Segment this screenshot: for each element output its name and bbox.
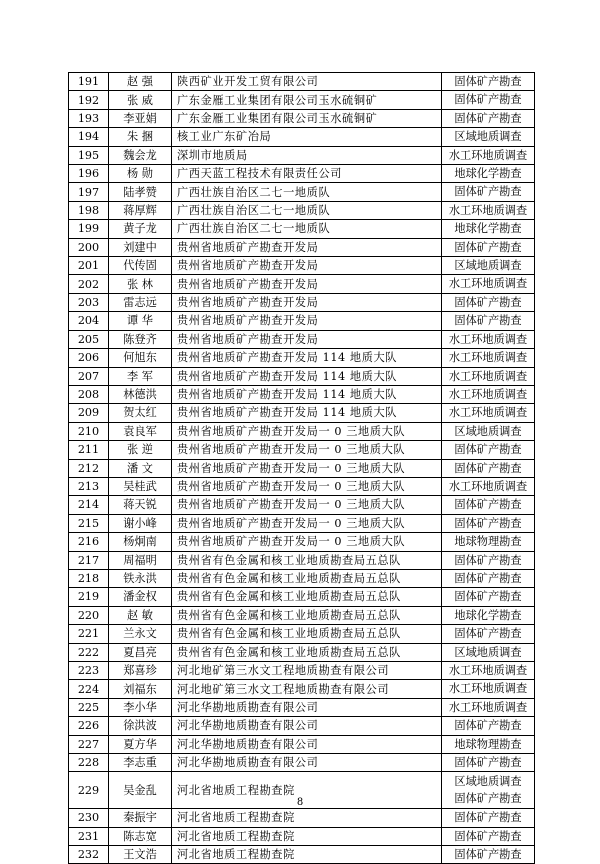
survey-type-cell <box>442 662 535 680</box>
person-name-cell: 张 威 <box>109 91 172 109</box>
table-row <box>69 698 535 716</box>
table-row <box>69 441 535 459</box>
table-row <box>69 606 535 624</box>
organization-cell: 贵州省地质矿产勘查开发局 114 地质大队 <box>172 385 442 403</box>
survey-type-cell <box>442 533 535 551</box>
person-name-cell: 袁良军 <box>109 422 172 440</box>
organization-cell: 贵州省地质矿产勘查开发局 <box>172 238 442 256</box>
table-row <box>69 625 535 643</box>
survey-type-text: 固体矿产勘查 <box>454 719 522 733</box>
person-name-cell: 杨炯南 <box>109 533 172 551</box>
table-row <box>69 146 535 164</box>
person-name-cell: 李小华 <box>109 698 172 716</box>
survey-type-cell <box>442 146 535 164</box>
organization-cell: 贵州省有色金属和核工业地质勘查局五总队 <box>172 588 442 606</box>
survey-type-cell <box>442 643 535 661</box>
survey-type-text: 区域地质调查 <box>454 130 522 144</box>
person-name-cell: 兰永文 <box>109 625 172 643</box>
table-row <box>69 91 535 109</box>
survey-type-cell <box>442 827 535 845</box>
table-row <box>69 73 535 91</box>
survey-type-cell <box>442 698 535 716</box>
survey-type-text: 固体矿产勘查 <box>454 314 522 328</box>
person-name-cell: 李亚娟 <box>109 109 172 127</box>
row-number-cell: 193 <box>69 109 109 127</box>
survey-type-cell <box>442 477 535 495</box>
row-number-cell: 198 <box>69 201 109 219</box>
survey-type-text: 固体矿产勘查 <box>454 553 522 567</box>
survey-type-cell <box>442 367 535 385</box>
survey-type-text: 水工环地质调查 <box>448 351 528 365</box>
row-number-cell: 195 <box>69 146 109 164</box>
table-row <box>69 846 535 864</box>
organization-cell: 河北华勘地质勘查有限公司 <box>172 698 442 716</box>
survey-type-cell <box>442 91 535 109</box>
survey-type-text: 区域地质调查 <box>454 645 522 659</box>
organization-cell: 河北省地质工程勘查院 <box>172 809 442 827</box>
organization-cell: 河北省地质工程勘查院 <box>172 846 442 864</box>
organization-cell: 贵州省地质矿产勘查开发局 114 地质大队 <box>172 349 442 367</box>
table-row <box>69 680 535 698</box>
person-name-cell: 王文浩 <box>109 846 172 864</box>
row-number-cell: 231 <box>69 827 109 845</box>
organization-cell: 贵州省地质矿产勘查开发局一 0 三地质大队 <box>172 422 442 440</box>
survey-type-text: 区域地质调查 <box>454 774 522 788</box>
person-name-cell: 李志重 <box>109 754 172 772</box>
row-number-cell: 192 <box>69 91 109 109</box>
row-number-cell: 203 <box>69 293 109 311</box>
table-row <box>69 717 535 735</box>
organization-cell: 贵州省有色金属和核工业地质勘查局五总队 <box>172 551 442 569</box>
person-name-cell: 朱 捆 <box>109 128 172 146</box>
survey-type-cell <box>442 238 535 256</box>
survey-type-text: 固体矿产勘查 <box>454 295 522 309</box>
row-number-cell: 202 <box>69 275 109 293</box>
survey-type-text: 固体矿产勘查 <box>454 571 522 585</box>
organization-cell: 核工业广东矿冶局 <box>172 128 442 146</box>
survey-type-text: 地球化学勘查 <box>454 167 522 181</box>
person-name-cell: 潘 文 <box>109 459 172 477</box>
table-row <box>69 367 535 385</box>
table-row <box>69 827 535 845</box>
survey-type-cell <box>442 441 535 459</box>
person-name-cell: 林德洪 <box>109 385 172 403</box>
organization-cell: 广西壮族自治区二七一地质队 <box>172 201 442 219</box>
row-number-cell: 226 <box>69 717 109 735</box>
row-number-cell: 208 <box>69 385 109 403</box>
survey-type-cell <box>442 551 535 569</box>
row-number-cell: 223 <box>69 662 109 680</box>
person-name-cell: 吴桂武 <box>109 477 172 495</box>
row-number-cell: 204 <box>69 312 109 330</box>
survey-type-cell <box>442 257 535 275</box>
row-number-cell: 225 <box>69 698 109 716</box>
table-row <box>69 588 535 606</box>
organization-cell: 贵州省地质矿产勘查开发局 <box>172 257 442 275</box>
survey-type-text: 固体矿产勘查 <box>454 443 522 457</box>
person-name-cell: 刘福东 <box>109 680 172 698</box>
survey-type-cell <box>442 275 535 293</box>
survey-type-text: 固体矿产勘查 <box>454 185 522 199</box>
table-row <box>69 220 535 238</box>
organization-cell: 贵州省地质矿产勘查开发局 114 地质大队 <box>172 404 442 422</box>
survey-type-text: 水工环地质调查 <box>448 700 528 714</box>
organization-cell: 贵州省地质矿产勘查开发局一 0 三地质大队 <box>172 441 442 459</box>
survey-type-cell <box>442 349 535 367</box>
table-row <box>69 514 535 532</box>
table-row <box>69 754 535 772</box>
organization-cell: 贵州省地质矿产勘查开发局一 0 三地质大队 <box>172 459 442 477</box>
row-number-cell: 199 <box>69 220 109 238</box>
table-row <box>69 496 535 514</box>
row-number-cell: 221 <box>69 625 109 643</box>
table-row <box>69 385 535 403</box>
organization-cell: 贵州省地质矿产勘查开发局 <box>172 293 442 311</box>
table-row <box>69 238 535 256</box>
survey-type-cell <box>442 717 535 735</box>
person-name-cell: 陈登齐 <box>109 330 172 348</box>
table-row <box>69 662 535 680</box>
person-name-cell: 蒋天锐 <box>109 496 172 514</box>
row-number-cell: 215 <box>69 514 109 532</box>
survey-type-text: 固体矿产勘查 <box>454 516 522 530</box>
row-number-cell: 228 <box>69 754 109 772</box>
row-number-cell: 210 <box>69 422 109 440</box>
organization-cell: 深圳市地质局 <box>172 146 442 164</box>
row-number-cell: 213 <box>69 477 109 495</box>
survey-type-text: 固体矿产勘查 <box>454 792 522 806</box>
row-number-cell: 201 <box>69 257 109 275</box>
organization-cell: 河北华勘地质勘查有限公司 <box>172 735 442 753</box>
survey-type-cell <box>442 201 535 219</box>
row-number-cell: 200 <box>69 238 109 256</box>
survey-type-cell <box>442 680 535 698</box>
person-name-cell: 李 军 <box>109 367 172 385</box>
table-row <box>69 422 535 440</box>
table-row <box>69 533 535 551</box>
survey-type-text: 水工环地质调查 <box>448 682 528 696</box>
row-number-cell: 209 <box>69 404 109 422</box>
survey-type-cell <box>442 385 535 403</box>
table-row <box>69 735 535 753</box>
organization-cell: 贵州省有色金属和核工业地质勘查局五总队 <box>172 569 442 587</box>
table-row <box>69 809 535 827</box>
survey-type-text: 区域地质调查 <box>454 259 522 273</box>
survey-type-text: 固体矿产勘查 <box>454 627 522 641</box>
organization-cell: 河北华勘地质勘查有限公司 <box>172 717 442 735</box>
person-name-cell: 赵 强 <box>109 73 172 91</box>
person-name-cell: 铁永洪 <box>109 569 172 587</box>
table-row <box>69 349 535 367</box>
survey-type-text: 地球物理勘查 <box>454 535 522 549</box>
person-name-cell: 夏方华 <box>109 735 172 753</box>
survey-type-cell <box>442 293 535 311</box>
row-number-cell: 222 <box>69 643 109 661</box>
row-number-cell: 196 <box>69 165 109 183</box>
table-row <box>69 459 535 477</box>
person-name-cell: 周福明 <box>109 551 172 569</box>
survey-type-text: 固体矿产勘查 <box>454 811 522 825</box>
person-name-cell: 魏会龙 <box>109 146 172 164</box>
survey-type-text: 水工环地质调查 <box>448 664 528 677</box>
personnel-table <box>68 72 535 864</box>
organization-cell: 河北省地质工程勘查院 <box>172 772 442 809</box>
survey-type-text: 水工环地质调查 <box>448 406 528 420</box>
survey-type-cell <box>442 606 535 624</box>
person-name-cell: 杨 勋 <box>109 165 172 183</box>
person-name-cell: 蒋厚辉 <box>109 201 172 219</box>
person-name-cell: 徐洪波 <box>109 717 172 735</box>
organization-cell: 广西壮族自治区二七一地质队 <box>172 183 442 201</box>
person-name-cell: 张 林 <box>109 275 172 293</box>
organization-cell: 河北地矿第三水文工程地质勘查有限公司 <box>172 662 442 680</box>
person-name-cell: 谭 华 <box>109 312 172 330</box>
person-name-cell: 秦振宇 <box>109 809 172 827</box>
survey-type-text: 水工环地质调查 <box>448 203 528 217</box>
row-number-cell: 229 <box>69 772 109 809</box>
table-row <box>69 312 535 330</box>
survey-type-cell <box>442 846 535 864</box>
survey-type-text: 固体矿产勘查 <box>454 498 522 512</box>
table-row <box>69 183 535 201</box>
person-name-cell: 贺太红 <box>109 404 172 422</box>
row-number-cell: 207 <box>69 367 109 385</box>
row-number-cell: 227 <box>69 735 109 753</box>
table-row <box>69 293 535 311</box>
table-row <box>69 165 535 183</box>
table-row <box>69 201 535 219</box>
organization-cell: 贵州省地质矿产勘查开发局 <box>172 330 442 348</box>
survey-type-text: 固体矿产勘查 <box>454 240 522 254</box>
survey-type-text: 地球物理勘查 <box>454 737 522 751</box>
organization-cell: 贵州省地质矿产勘查开发局一 0 三地质大队 <box>172 477 442 495</box>
table-row <box>69 477 535 495</box>
person-name-cell: 刘建中 <box>109 238 172 256</box>
person-name-cell: 黄子龙 <box>109 220 172 238</box>
organization-cell: 陕西矿业开发工贸有限公司 <box>172 73 442 91</box>
survey-type-text: 固体矿产勘查 <box>454 111 522 125</box>
survey-type-cell <box>442 404 535 422</box>
row-number-cell: 230 <box>69 809 109 827</box>
person-name-cell: 张 逆 <box>109 441 172 459</box>
person-name-cell: 赵 敏 <box>109 606 172 624</box>
survey-type-cell <box>442 109 535 127</box>
survey-type-text: 地球化学勘查 <box>454 222 522 236</box>
table-row <box>69 643 535 661</box>
table-row <box>69 330 535 348</box>
row-number-cell: 214 <box>69 496 109 514</box>
survey-type-cell <box>442 312 535 330</box>
survey-type-text: 区域地质调查 <box>454 424 522 438</box>
row-number-cell: 232 <box>69 846 109 864</box>
person-name-cell: 何旭东 <box>109 349 172 367</box>
organization-cell: 河北省地质工程勘查院 <box>172 827 442 845</box>
row-number-cell: 216 <box>69 533 109 551</box>
survey-type-text: 地球化学勘查 <box>454 608 522 622</box>
table-row <box>69 109 535 127</box>
survey-type-text: 水工环地质调查 <box>448 332 528 346</box>
personnel-table-body <box>69 73 535 864</box>
survey-type-text: 水工环地质调查 <box>448 148 528 162</box>
organization-cell: 贵州省有色金属和核工业地质勘查局五总队 <box>172 606 442 624</box>
person-name-cell: 雷志远 <box>109 293 172 311</box>
organization-cell: 贵州省地质矿产勘查开发局 114 地质大队 <box>172 367 442 385</box>
person-name-cell: 夏昌亮 <box>109 643 172 661</box>
page-number: 8 <box>296 797 304 808</box>
row-number-cell: 218 <box>69 569 109 587</box>
survey-type-text: 固体矿产勘查 <box>454 590 522 604</box>
row-number-cell: 217 <box>69 551 109 569</box>
row-number-cell: 205 <box>69 330 109 348</box>
organization-cell: 河北华勘地质勘查有限公司 <box>172 754 442 772</box>
organization-cell: 贵州省地质矿产勘查开发局 <box>172 275 442 293</box>
organization-cell: 贵州省地质矿产勘查开发局 <box>172 312 442 330</box>
survey-type-cell <box>442 625 535 643</box>
row-number-cell: 219 <box>69 588 109 606</box>
row-number-cell: 211 <box>69 441 109 459</box>
row-number-cell: 220 <box>69 606 109 624</box>
survey-type-text: 固体矿产勘查 <box>454 75 522 88</box>
survey-type-cell <box>442 569 535 587</box>
row-number-cell: 206 <box>69 349 109 367</box>
survey-type-cell <box>442 496 535 514</box>
table-row <box>69 257 535 275</box>
organization-cell: 贵州省地质矿产勘查开发局一 0 三地质大队 <box>172 514 442 532</box>
person-name-cell: 郑喜珍 <box>109 662 172 680</box>
survey-type-text: 水工环地质调查 <box>448 479 528 493</box>
survey-type-cell <box>442 220 535 238</box>
survey-type-text: 固体矿产勘查 <box>454 93 522 107</box>
table-row <box>69 275 535 293</box>
survey-type-cell <box>442 754 535 772</box>
row-number-cell: 212 <box>69 459 109 477</box>
survey-type-cell <box>442 588 535 606</box>
row-number-cell: 194 <box>69 128 109 146</box>
person-name-cell: 陈志宽 <box>109 827 172 845</box>
survey-type-cell <box>442 183 535 201</box>
organization-cell: 贵州省地质矿产勘查开发局一 0 三地质大队 <box>172 533 442 551</box>
row-number-cell: 224 <box>69 680 109 698</box>
survey-type-cell <box>442 422 535 440</box>
survey-type-cell <box>442 514 535 532</box>
survey-type-text: 水工环地质调查 <box>448 387 528 401</box>
organization-cell: 广西天蓝工程技术有限责任公司 <box>172 165 442 183</box>
survey-type-cell <box>442 165 535 183</box>
organization-cell: 广西壮族自治区二七一地质队 <box>172 220 442 238</box>
survey-type-cell <box>442 459 535 477</box>
person-name-cell: 谢小峰 <box>109 514 172 532</box>
survey-type-text: 固体矿产勘查 <box>454 829 522 843</box>
organization-cell: 贵州省有色金属和核工业地质勘查局五总队 <box>172 625 442 643</box>
person-name-cell: 陆孝赞 <box>109 183 172 201</box>
survey-type-cell <box>442 330 535 348</box>
row-number-cell: 197 <box>69 183 109 201</box>
organization-cell: 贵州省地质矿产勘查开发局一 0 三地质大队 <box>172 496 442 514</box>
table-row <box>69 551 535 569</box>
person-name-cell: 代传固 <box>109 257 172 275</box>
organization-cell: 河北地矿第三水文工程地质勘查有限公司 <box>172 680 442 698</box>
survey-type-text: 固体矿产勘查 <box>454 461 522 475</box>
survey-type-text: 水工环地质调查 <box>448 277 528 291</box>
survey-type-cell <box>442 735 535 753</box>
table-row <box>69 404 535 422</box>
survey-type-text: 固体矿产勘查 <box>454 848 522 862</box>
person-name-cell: 吴金乱 <box>109 772 172 809</box>
survey-type-text: 固体矿产勘查 <box>454 756 522 770</box>
person-name-cell: 潘金权 <box>109 588 172 606</box>
organization-cell: 广东金雁工业集团有限公司玉水硫铜矿 <box>172 109 442 127</box>
organization-cell: 贵州省有色金属和核工业地质勘查局五总队 <box>172 643 442 661</box>
survey-type-cell <box>442 128 535 146</box>
table-row <box>69 569 535 587</box>
row-number-cell: 191 <box>69 73 109 91</box>
survey-type-text: 水工环地质调查 <box>448 369 528 383</box>
survey-type-cell <box>442 809 535 827</box>
survey-type-cell <box>442 73 535 91</box>
table-row <box>69 128 535 146</box>
organization-cell: 广东金雁工业集团有限公司玉水硫铜矿 <box>172 91 442 109</box>
personnel-table-container <box>68 72 534 864</box>
